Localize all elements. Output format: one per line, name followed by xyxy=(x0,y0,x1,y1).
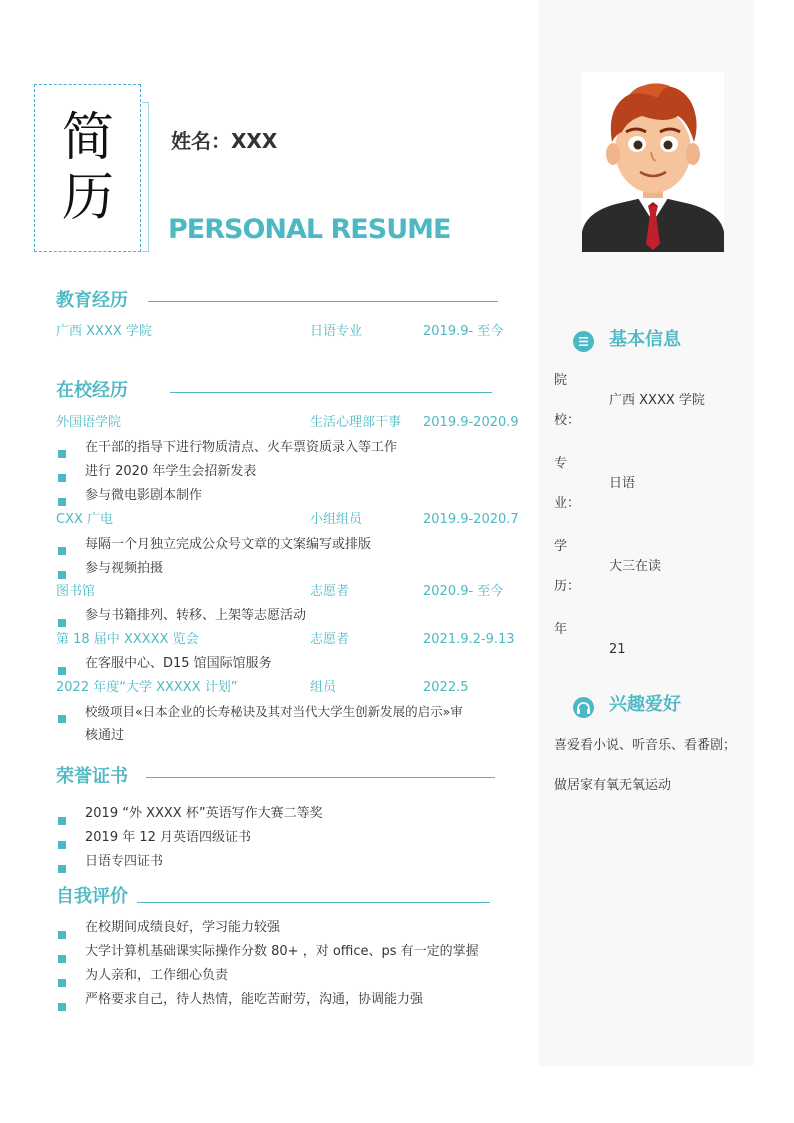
campus-period: 2021.9.2-9.13 xyxy=(423,632,515,647)
education-divider xyxy=(148,301,498,302)
bullet-marker xyxy=(58,931,66,939)
hobbies-line: 喜爱看小说、听音乐、看番剧； xyxy=(554,738,737,753)
campus-role: 生活心理部干事 xyxy=(310,415,402,430)
campus-role: 志愿者 xyxy=(310,632,350,647)
basic-info-value: 日语 xyxy=(609,476,636,491)
bullet-marker xyxy=(58,619,66,627)
basic-info-label: 院 xyxy=(554,373,568,388)
hobbies-line: 做居家有氧无氧运动 xyxy=(554,778,672,793)
education-major: 日语专业 xyxy=(310,324,363,339)
bullet-marker xyxy=(58,865,66,873)
basic-info-label: 专 xyxy=(554,456,568,471)
basic-info-label: 年 xyxy=(554,622,568,637)
education-title: 教育经历 xyxy=(56,290,128,311)
campus-org: 图书馆 xyxy=(56,584,96,599)
self-eval-item: 大学计算机基础课实际操作分数 80+ ，对 office、ps 有一定的掌握 xyxy=(85,944,479,959)
campus-org: 2022 年度“大学 XXXXX 计划” xyxy=(56,680,238,695)
campus-bullet: 校级项目«日本企业的长寿秘诀及其对当代大学生创新发展的启示»审 xyxy=(85,704,463,719)
self-eval-divider xyxy=(137,902,490,903)
bullet-marker xyxy=(58,979,66,987)
bullet-marker xyxy=(58,715,66,723)
title-char-li: 历 xyxy=(61,168,114,228)
bullet-marker xyxy=(58,841,66,849)
personal-resume-title: PERSONAL RESUME xyxy=(168,214,451,245)
basic-info-value: 广西 XXXX 学院 xyxy=(609,393,705,408)
honors-divider xyxy=(146,777,495,778)
bullet-marker xyxy=(58,1003,66,1011)
honor-item: 日语专四证书 xyxy=(85,854,164,869)
bullet-marker xyxy=(58,498,66,506)
campus-bullet: 在干部的指导下进行物质清点、火车票资质录入等工作 xyxy=(85,440,398,455)
campus-period: 2019.9-2020.7 xyxy=(423,512,519,527)
basic-info-value: 21 xyxy=(609,642,626,657)
honors-title: 荣誉证书 xyxy=(56,766,128,787)
self-eval-item: 为人亲和，工作细心负责 xyxy=(85,968,229,983)
campus-role: 小组组员 xyxy=(310,512,363,527)
campus-org: 第 18 届中 XXXXX 览会 xyxy=(56,632,199,647)
self-eval-item: 严格要求自己，待人热情，能吃苦耐劳，沟通，协调能力强 xyxy=(85,992,424,1007)
campus-bullet: 参与书籍排列、转移、上架等志愿活动 xyxy=(85,608,307,623)
basic-info-label: 历： xyxy=(554,579,581,594)
name-label: 姓名：XXX xyxy=(171,129,278,153)
bullet-marker xyxy=(58,450,66,458)
campus-role: 组员 xyxy=(310,680,337,695)
self-eval-item: 在校期间成绩良好，学习能力较强 xyxy=(85,920,281,935)
basic-info-label: 学 xyxy=(554,539,568,554)
bullet-marker xyxy=(58,667,66,675)
bullet-marker xyxy=(58,817,66,825)
campus-org: 外国语学院 xyxy=(56,415,122,430)
campus-bullet: 参与视频拍摄 xyxy=(85,561,164,576)
music-note-icon xyxy=(573,697,594,718)
honor-item: 2019 年 12 月英语四级证书 xyxy=(85,830,252,845)
avatar-illustration xyxy=(582,72,724,252)
campus-bullet: 参与微电影剧本制作 xyxy=(85,488,203,503)
bullet-marker xyxy=(58,547,66,555)
self-eval-title: 自我评价 xyxy=(56,886,128,907)
campus-title: 在校经历 xyxy=(56,380,128,401)
campus-bullet: 进行 2020 年学生会招新发表 xyxy=(85,464,257,479)
hobbies-title: 兴趣爱好 xyxy=(609,694,681,715)
education-school: 广西 XXXX 学院 xyxy=(56,324,152,339)
campus-bullet: 每隔一个月独立完成公众号文章的文案编写或排版 xyxy=(85,537,372,552)
basic-info-label: 校： xyxy=(554,413,581,428)
basic-info-label: 业： xyxy=(554,496,581,511)
honor-item: 2019 “外 XXXX 杯”英语写作大赛二等奖 xyxy=(85,806,323,821)
education-period: 2019.9- 至今 xyxy=(423,324,504,339)
bullet-marker xyxy=(58,955,66,963)
title-char-jian: 简 xyxy=(61,108,114,168)
bullet-marker xyxy=(58,571,66,579)
campus-period: 2022.5 xyxy=(423,680,469,695)
basic-info-title: 基本信息 xyxy=(609,329,681,350)
bullet-marker xyxy=(58,474,66,482)
title-bracket xyxy=(142,102,149,252)
campus-divider xyxy=(170,392,492,393)
basic-info-value: 大三在读 xyxy=(609,559,662,574)
avatar xyxy=(582,72,724,252)
campus-period: 2019.9-2020.9 xyxy=(423,415,519,430)
campus-bullet-continuation: 核通过 xyxy=(85,728,125,743)
campus-period: 2020.9- 至今 xyxy=(423,584,504,599)
info-icon xyxy=(573,331,594,352)
campus-org: CXX 广电 xyxy=(56,512,114,527)
campus-role: 志愿者 xyxy=(310,584,350,599)
campus-bullet: 在客服中心、D15 馆国际馆服务 xyxy=(85,656,272,671)
